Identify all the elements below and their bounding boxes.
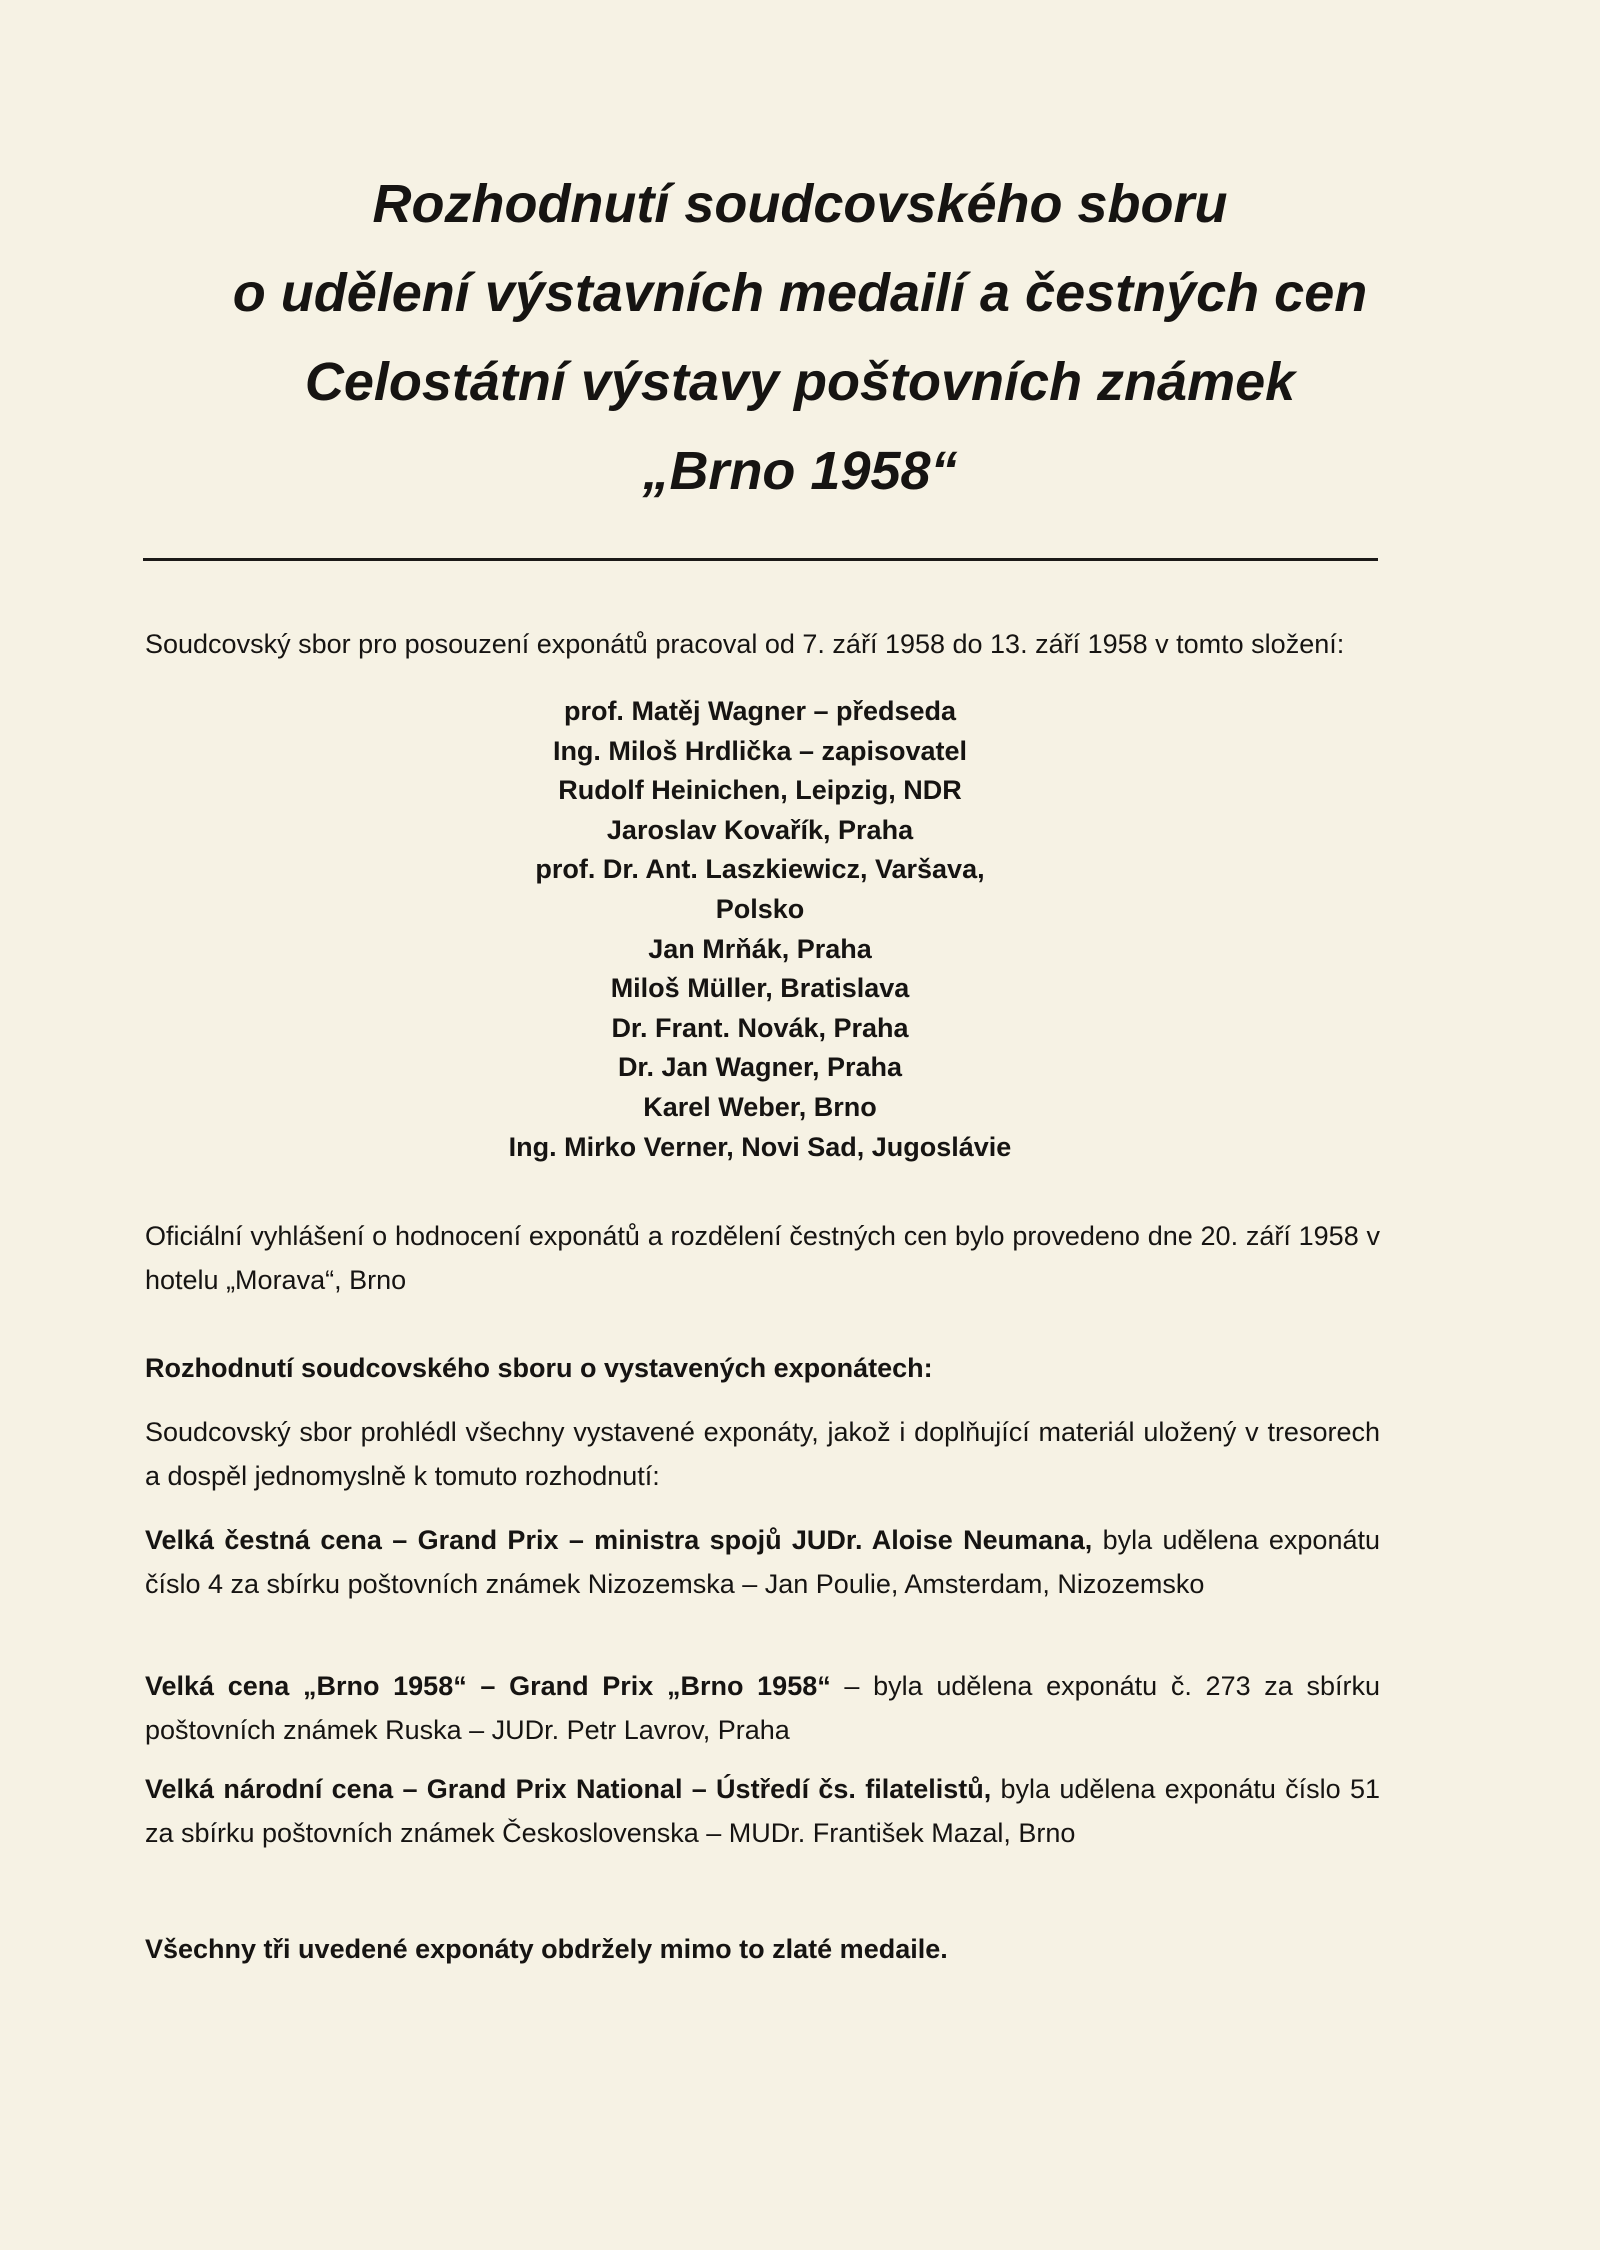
award-text: byla udělena exponátu číslo 51 za sbírku poštovních známek Československa – MUDr. František Mazal, Brno xyxy=(145,1774,1380,1848)
title-line: „Brno 1958“ xyxy=(642,441,958,501)
award-text: byla udělena exponátu číslo 4 za sbírku poštovních známek Nizozemska – Jan Poulie, Amsterdam, Nizozemsko xyxy=(145,1525,1380,1599)
award-paragraph xyxy=(145,1767,1380,1855)
award-title: Velká národní cena – Grand Prix National – Ústředí čs. filatelistů, xyxy=(145,1774,992,1804)
award-paragraph xyxy=(145,1518,1380,1606)
intro-paragraph: Soudcovský sbor pro posouzení exponátů pracoval od 7. září 1958 do 13. září 1958 v tomto složení: xyxy=(145,629,1345,659)
title-line: o udělení výstavních medailí a čestných cen xyxy=(232,263,1368,323)
jury-member: Dr. Frant. Novák, Praha xyxy=(611,1012,909,1043)
jury-member: Polsko xyxy=(715,893,805,924)
jury-member: Karel Weber, Brno xyxy=(643,1091,877,1122)
closing-statement: Všechny tři uvedené exponáty obdržely mimo to zlaté medaile. xyxy=(145,1934,948,1964)
jury-list xyxy=(360,692,1160,1167)
jury-member: Dr. Jan Wagner, Praha xyxy=(617,1052,903,1083)
award-title: Velká čestná cena – Grand Prix – ministra spojů JUDr. Aloise Neumana, xyxy=(145,1525,1093,1555)
jury-member: prof. Matěj Wagner – předseda xyxy=(563,696,957,726)
jury-member: Miloš Müller, Bratislava xyxy=(610,973,910,1004)
announcement-paragraph: Oficiální vyhlášení o hodnocení exponátů a rozdělení čestných cen bylo provedeno dne 20. září 1958 v hotelu „Morava“, Brno xyxy=(145,1221,1380,1295)
decision-heading: Rozhodnutí soudcovského sboru o vystavených exponátech: xyxy=(145,1353,933,1383)
jury-member: Ing. Miloš Hrdlička – zapisovatel xyxy=(552,735,968,766)
award-paragraph xyxy=(145,1664,1380,1752)
award-title: Velká cena „Brno 1958“ – Grand Prix „Brno 1958“ xyxy=(145,1671,831,1701)
award-text: – byla udělena exponátu č. 273 za sbírku poštovních známek Ruska – JUDr. Petr Lavrov, Praha xyxy=(145,1671,1381,1745)
jury-member: Jaroslav Kovařík, Praha xyxy=(606,814,914,845)
title-line: Rozhodnutí soudcovského sboru xyxy=(372,174,1228,234)
document-title xyxy=(0,160,1600,516)
decision-intro-paragraph: Soudcovský sbor prohlédl všechny vystavené exponáty, jakož i doplňující materiál uložený v tresorech a dospěl jednomyslně k tomuto rozhodnutí: xyxy=(145,1417,1380,1491)
jury-member: prof. Dr. Ant. Laszkiewicz, Varšava, xyxy=(535,854,985,885)
jury-member: Ing. Mirko Verner, Novi Sad, Jugoslávie xyxy=(508,1131,1012,1162)
jury-member: Rudolf Heinichen, Leipzig, NDR xyxy=(558,775,962,806)
title-divider xyxy=(143,558,1378,561)
jury-member: Jan Mrňák, Praha xyxy=(648,933,872,964)
title-line: Celostátní výstavy poštovních známek xyxy=(304,352,1296,412)
